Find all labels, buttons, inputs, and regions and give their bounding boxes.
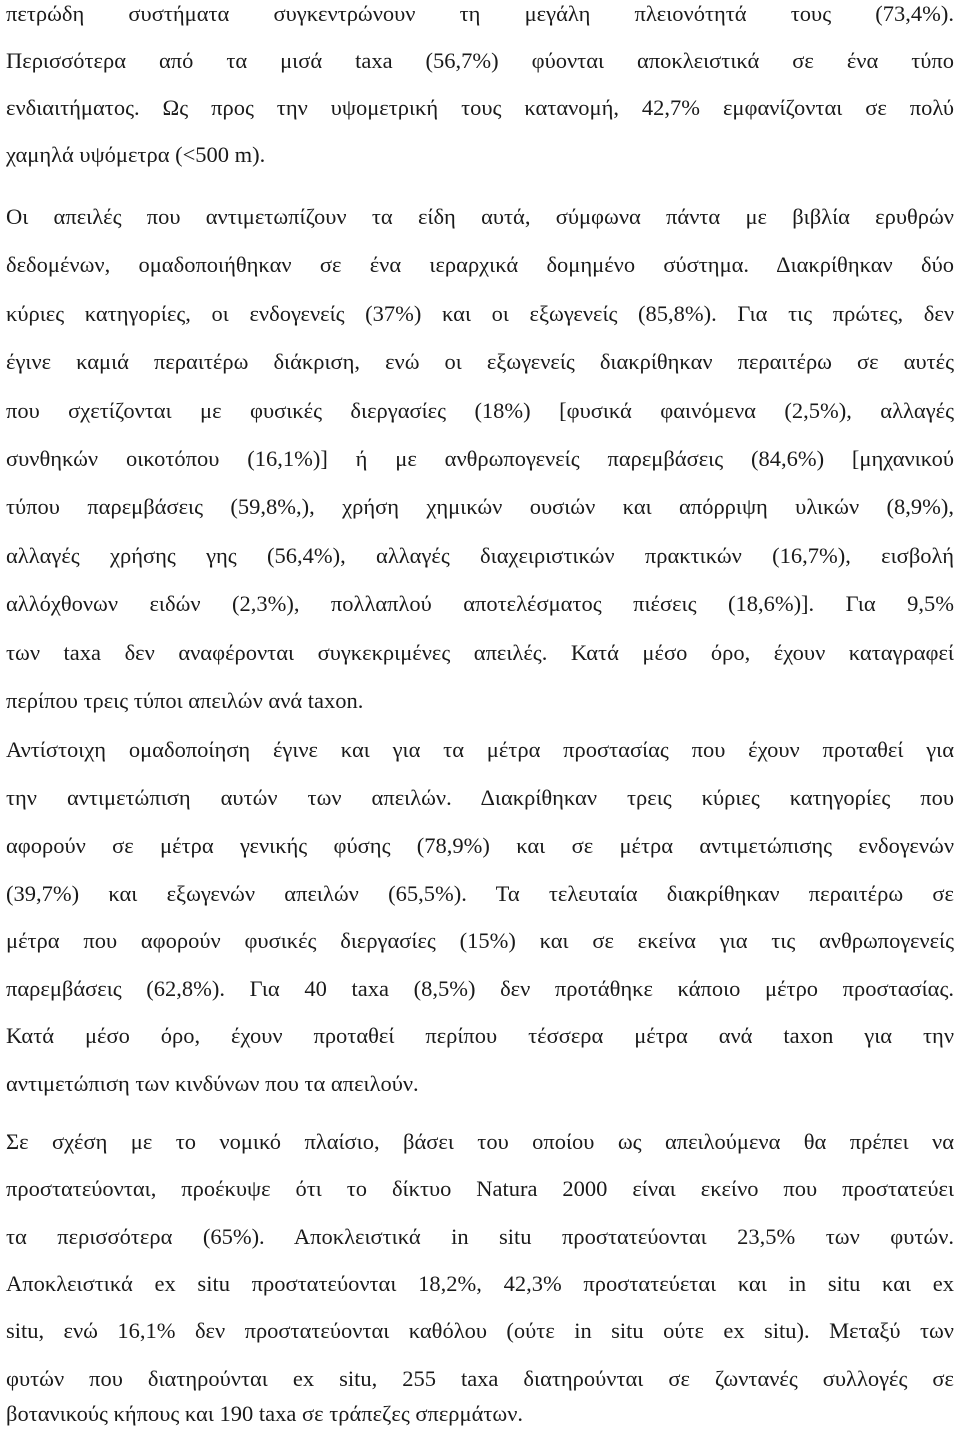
text-line: παρεμβάσεις (62,8%). Για 40 taxa (8,5%) δεν προτάθηκε κάποιο μέτρο προστασίας. (6, 976, 954, 1001)
text-line: μέτρα που αφορούν φυσικές διεργασίες (15%) και σε εκείνα για τις ανθρωπογενείς (6, 928, 954, 953)
text-line: κύριες κατηγορίες, οι ενδογενείς (37%) και οι εξωγενείς (85,8%). Για τις πρώτες, δεν (6, 301, 954, 326)
text-line: έγινε καμιά περαιτέρω διάκριση, ενώ οι εξωγενείς διακρίθηκαν περαιτέρω σε αυτές (6, 349, 954, 374)
text-line: ενδιαιτήματος. Ως προς την υψομετρική τους κατανομή, 42,7% εμφανίζονται σε πολύ (6, 95, 954, 120)
text-line: δεδομένων, ομαδοποιήθηκαν σε ένα ιεραρχικά δομημένο σύστημα. Διακρίθηκαν δύο (6, 252, 954, 277)
text-line: Περισσότερα από τα μισά taxa (56,7%) φύονται αποκλειστικά σε ένα τύπο (6, 48, 954, 73)
text-line: προστατεύονται, προέκυψε ότι το δίκτυο Natura 2000 είναι εκείνο που προστατεύει (6, 1176, 954, 1201)
text-line: φυτών που διατηρούνται ex situ, 255 taxa διατηρούνται σε ζωντανές συλλογές σε (6, 1366, 954, 1391)
text-line: αφορούν σε μέτρα γενικής φύσης (78,9%) και σε μέτρα αντιμετώπισης ενδογενών (6, 833, 954, 858)
text-line: αλλόχθονων ειδών (2,3%), πολλαπλού αποτελέσματος πιέσεις (18,6%)]. Για 9,5% (6, 591, 954, 616)
text-line: (39,7%) και εξωγενών απειλών (65,5%). Τα τελευταία διακρίθηκαν περαιτέρω σε (6, 881, 954, 906)
text-line: περίπου τρεις τύποι απειλών ανά taxon. (6, 688, 364, 713)
text-line: situ, ενώ 16,1% δεν προστατεύονται καθόλου (ούτε in situ ούτε ex situ). Μεταξύ των (6, 1318, 954, 1343)
text-line: βοτανικούς κήπους και 190 taxa σε τράπεζες σπερμάτων. (6, 1401, 524, 1426)
text-line: αντιμετώπιση των κινδύνων που τα απειλούν. (6, 1071, 419, 1096)
text-line: αλλαγές χρήσης γης (56,4%), αλλαγές διαχειριστικών πρακτικών (16,7%), εισβολή (6, 543, 954, 568)
text-line: χαμηλά υψόμετρα (<500 m). (6, 142, 266, 167)
text-line: τύπου παρεμβάσεις (59,8%,), χρήση χημικών ουσιών και απόρριψη υλικών (8,9%), (6, 494, 954, 519)
text-line: των taxa δεν αναφέρονται συγκεκριμένες απειλές. Κατά μέσο όρο, έχουν καταγραφεί (6, 640, 954, 665)
text-line: πετρώδη συστήματα συγκεντρώνουν τη μεγάλη πλειονότητά τους (73,4%). (6, 1, 954, 26)
text-line: Αντίστοιχη ομαδοποίηση έγινε και για τα μέτρα προστασίας που έχουν προταθεί για (6, 737, 954, 762)
text-line: συνθηκών οικοτόπου (16,1%)] ή με ανθρωπογενείς παρεμβάσεις (84,6%) [μηχανικού (6, 446, 954, 471)
text-line: που σχετίζονται με φυσικές διεργασίες (18%) [φυσικά φαινόμενα (2,5%), αλλαγές (6, 398, 954, 423)
text-line: τα περισσότερα (65%). Αποκλειστικά in situ προστατεύονται 23,5% των φυτών. (6, 1224, 954, 1249)
text-line: Σε σχέση με το νομικό πλαίσιο, βάσει του οποίου ως απειλούμενα θα πρέπει να (6, 1129, 954, 1154)
text-line: Οι απειλές που αντιμετωπίζουν τα είδη αυτά, σύμφωνα πάντα με βιβλία ερυθρών (6, 204, 954, 229)
text-line: την αντιμετώπιση αυτών των απειλών. Διακρίθηκαν τρεις κύριες κατηγορίες που (6, 785, 954, 810)
text-line: Κατά μέσο όρο, έχουν προταθεί περίπου τέσσερα μέτρα ανά taxon για την (6, 1023, 954, 1048)
text-line: Αποκλειστικά ex situ προστατεύονται 18,2%, 42,3% προστατεύεται και in situ και ex (6, 1271, 954, 1296)
